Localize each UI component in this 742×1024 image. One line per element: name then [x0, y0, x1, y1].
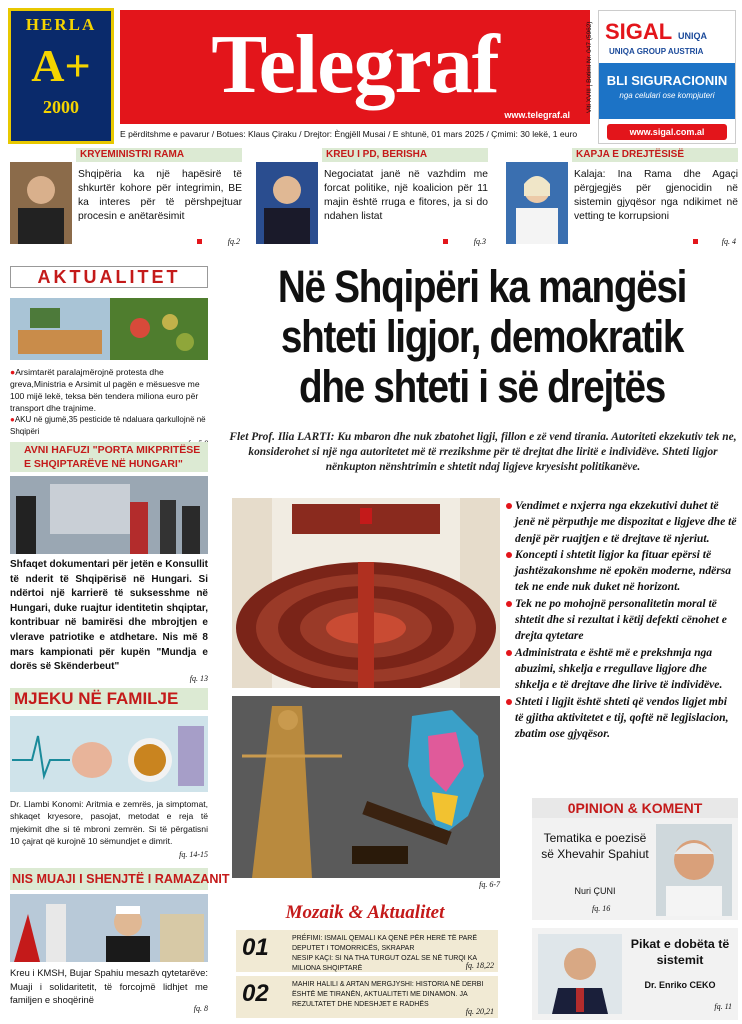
bullet-square: [443, 239, 448, 244]
bullet-3: Tek ne po mohojnë personalitetin moral të shtetit dhe si rezultat i këtij defekti cënohet e drejta qytetare: [506, 596, 738, 645]
teaser-kalaja[interactable]: [506, 148, 738, 248]
sigal-group: UNIQA GROUP AUSTRIA: [609, 47, 704, 56]
page-ref: fq. 4: [721, 237, 736, 246]
herla-ad[interactable]: [8, 8, 114, 144]
aktualitet-items: [10, 366, 208, 450]
sigal-ad[interactable]: [598, 10, 736, 144]
mjeku-photo: [10, 716, 208, 792]
teaser-text: Kalaja: Ina Rama dhe Agaçi përgjegjës për gjenocidin në sistemin gjyqësor nga ndikimet në vetting te korrupsioni: [574, 169, 738, 222]
herla-logo: A+: [31, 40, 91, 91]
ceko-photo: [538, 934, 622, 1014]
opinion-header: 0PINION & KOMENT: [532, 798, 738, 818]
bullet-4: Administrata e është më e prekshmja nga abuzimi, shkelja e rregullave ligjore dhe shkelja e të drejtave dhe lirive të individëve.: [506, 645, 738, 694]
teaser-rama[interactable]: [10, 148, 242, 248]
aktualitet-photo: [10, 298, 208, 360]
page-ref: fq. 14-15: [179, 850, 208, 859]
spahiu-photo: [656, 824, 732, 916]
aktualitet-item-2-text: AKU në gjumë,35 pesticide të ndaluara qarkullojnë në Shqipëri: [10, 415, 206, 436]
mozaik-header: Mozaik & Aktualitet: [285, 902, 445, 923]
ramazan-header: NIS MUAJI I SHENJTË I RAMAZANIT: [10, 868, 208, 890]
teaser-berisha[interactable]: [256, 148, 488, 248]
pikat-title: Pikat e dobëta të sistemit: [630, 937, 730, 967]
sigal-url[interactable]: www.sigal.com.al: [607, 124, 727, 140]
opinion-title: Tematika e poezisë së Xhevahir Spahiut: [541, 831, 649, 861]
mozaik-text-line: NESIP KAÇI: SI NA THA TURGUT OZAL SE NË TURQI KA MILIONA SHQIPTARË: [292, 955, 477, 972]
ramazan-photo: [10, 894, 208, 962]
hafuzi-header: AVNI HAFUZI "PORTA MIKPRITËSE E SHQIPTARËVE NË HUNGARI": [10, 442, 208, 472]
masthead: [120, 10, 590, 124]
page-ref: fq. 20,21: [465, 1007, 494, 1016]
page-ref: fq. 16: [592, 904, 611, 913]
kalaja-photo: [506, 162, 568, 244]
mjeku-header: MJEKU NË FAMILJE: [10, 688, 208, 710]
pikat-author: Dr. Enriko CEKO: [644, 980, 716, 990]
aktualitet-item-1[interactable]: [10, 366, 208, 414]
hafuzi-text: Shfaqet dokumentari për jetën e Konsullit të nderit të Shqipërisë në Hungari. Si ndërtoi një karrierë të suksesshme në Hungari, duke ruajtur identitetin shqiptar, kontribuar në bamirësi dhe mbrojtjen e vlerave patriotike e atdhetare. Nis më 8 mars kampionati për kupën "Mundja e dorës së Skënderbeut": [10, 559, 208, 673]
page-ref: fq. 8: [193, 1004, 208, 1013]
mozaik-number: 01: [242, 934, 269, 961]
sigal-slogan: BLI SIGURACIONIN: [606, 73, 728, 88]
herla-title: HERLA: [25, 15, 97, 34]
strap-line: E përditshme e pavarur / Botues: Klaus Çiraku / Drejtor: Èngjëll Musai / E shtunë, 01 mars 2025 / Çmimi: 30 lekë, 1 euro: [120, 129, 578, 139]
ramazan-text: Kreu i KMSH, Bujar Spahiu mesazh qytetarëve: Muaji i solidaritetit, të forcojmë lidhjet me familjen e shoqërinë: [10, 967, 208, 1006]
mozaik-text: MAHIR HALILI & ARTAN MERGJYSHI: HISTORIA NË DERBI ËSHTË ME TIRANËN, AKTUALITETI ME DINAMON. JA REZULTATET DHE NDESHJET E RADHËS: [292, 981, 484, 1008]
bullet-square: [693, 239, 698, 244]
mozaik-row-1[interactable]: [236, 930, 498, 972]
opinion-box[interactable]: [532, 798, 738, 920]
page-ref: fq. 18,22: [465, 961, 494, 970]
herla-year: 2000: [43, 97, 79, 117]
justice-photo: [232, 696, 500, 878]
aktualitet-header: AKTUALITET: [10, 266, 208, 288]
mozaik-section: [232, 902, 498, 1022]
bullet-5: Shteti i ligjit është shteti që vendos ligjet mbi të gjitha aktivitetet e tij, qoftë në legjislacion, zbatim ose gjyqësor.: [506, 694, 738, 743]
main-lead: Flet Prof. Ilia LARTI: Ku mbaron dhe nuk zbatohet ligji, fillon e zë vend tirania. Autoriteti ekzekutiv tek ne, konsiderohet si një nga autoritetet më të rrezikshme për të drejtat dhe liritë e individëve. Shteti ligjor nënkupton nënshtrimin e shtetit ndaj ligjeve kryesisht politikanëve.: [229, 431, 737, 473]
bullet-dot: ●: [10, 415, 15, 424]
parliament-photo: [232, 498, 500, 688]
bullet-2: Koncepti i shtetit ligjor ka fituar epërsi të jashtëzakonshme në epokën moderne, ndërsa tek ne ende nuk duket në horizont.: [506, 547, 738, 596]
page-ref: fq.2: [227, 237, 240, 246]
bullet-1: Vendimet e nxjerra nga ekzekutivi duhet të jenë në përputhje me dispozitat e ligjeve dhe të denjë për ruajtjen e të drejtave të njeriut.: [506, 498, 738, 547]
teaser-label: KRYEMINISTRI RAMA: [76, 148, 242, 162]
pikat-box[interactable]: [532, 928, 738, 1020]
page-ref: fq. 13: [189, 674, 208, 683]
teaser-text: Negociatat janë në vazhdim me forcat politike, një koalicion për 11 majin është rruga e fitores, ja si do ndahen listat: [324, 169, 488, 222]
berisha-photo: [256, 162, 318, 244]
bullet-square: [197, 239, 202, 244]
page-ref: fq. 6-7: [479, 880, 500, 889]
website-link[interactable]: www.telegraf.al: [504, 110, 570, 120]
newspaper-name: Telegraf: [211, 18, 499, 111]
aktualitet-item-1-text: Arsimtarët paralajmërojnë protesta dhe greva,Ministria e Arsimit ul pagën e mësuesve me 100 mijë lekë, teksa bën tendera miliona euro për transport dhe trajnime.: [10, 367, 200, 413]
mjeku-text: Dr. Llambi Konomi: Aritmia e zemrës, ja simptomat, shkaqet kryesore, pasojat, metodat e reja të mjekimit dhe si të mbroni zemrën. Si të përgatisni 10 çajrat që kurojnë 10 sëmundjet e dimrit.: [10, 799, 208, 847]
teaser-label: KAPJA E DREJTËSISË: [572, 148, 738, 162]
sigal-banner: [599, 63, 735, 119]
mozaik-text-line: PRÉFIMI: ISMAIL QEMALI KA QENË PËR HERË TË PARË DEPUTET I TOMORRICËS, SKRAPAR: [292, 935, 478, 952]
mozaik-number: 02: [242, 980, 269, 1007]
opinion-author: Nuri ÇUNI: [574, 886, 616, 896]
issue-info: Viti XVIII | Botimi Nr. 047 (5962): [586, 21, 593, 113]
hafuzi-photo: [10, 476, 208, 554]
sigal-sub: nga celulari ose kompjuteri: [619, 91, 715, 100]
teaser-text: Shqipëria ka një hapësirë të shkurtër kohore për integrimin, BE ka interes për të përshpejtuar procesin e anëtarësimit: [78, 169, 242, 222]
uniqa-mark: UNIQA: [677, 31, 707, 41]
bullet-dot: ●: [10, 367, 16, 377]
main-headline[interactable]: Në Shqipëri ka mangësi shteti ligjor, demokratik dhe shteti i së drejtës: [277, 261, 687, 412]
main-bullets: [506, 498, 738, 742]
sigal-logo-text: SIGAL: [605, 19, 672, 44]
aktualitet-item-2[interactable]: [10, 414, 208, 438]
rama-photo: [10, 162, 72, 244]
page-ref: fq. 11: [714, 1002, 732, 1011]
mozaik-text: [292, 934, 494, 974]
sigal-logo: [605, 19, 707, 45]
mozaik-row-2[interactable]: [236, 976, 498, 1018]
teaser-label: KREU I PD, BERISHA: [322, 148, 488, 162]
page-ref: fq.3: [473, 237, 486, 246]
